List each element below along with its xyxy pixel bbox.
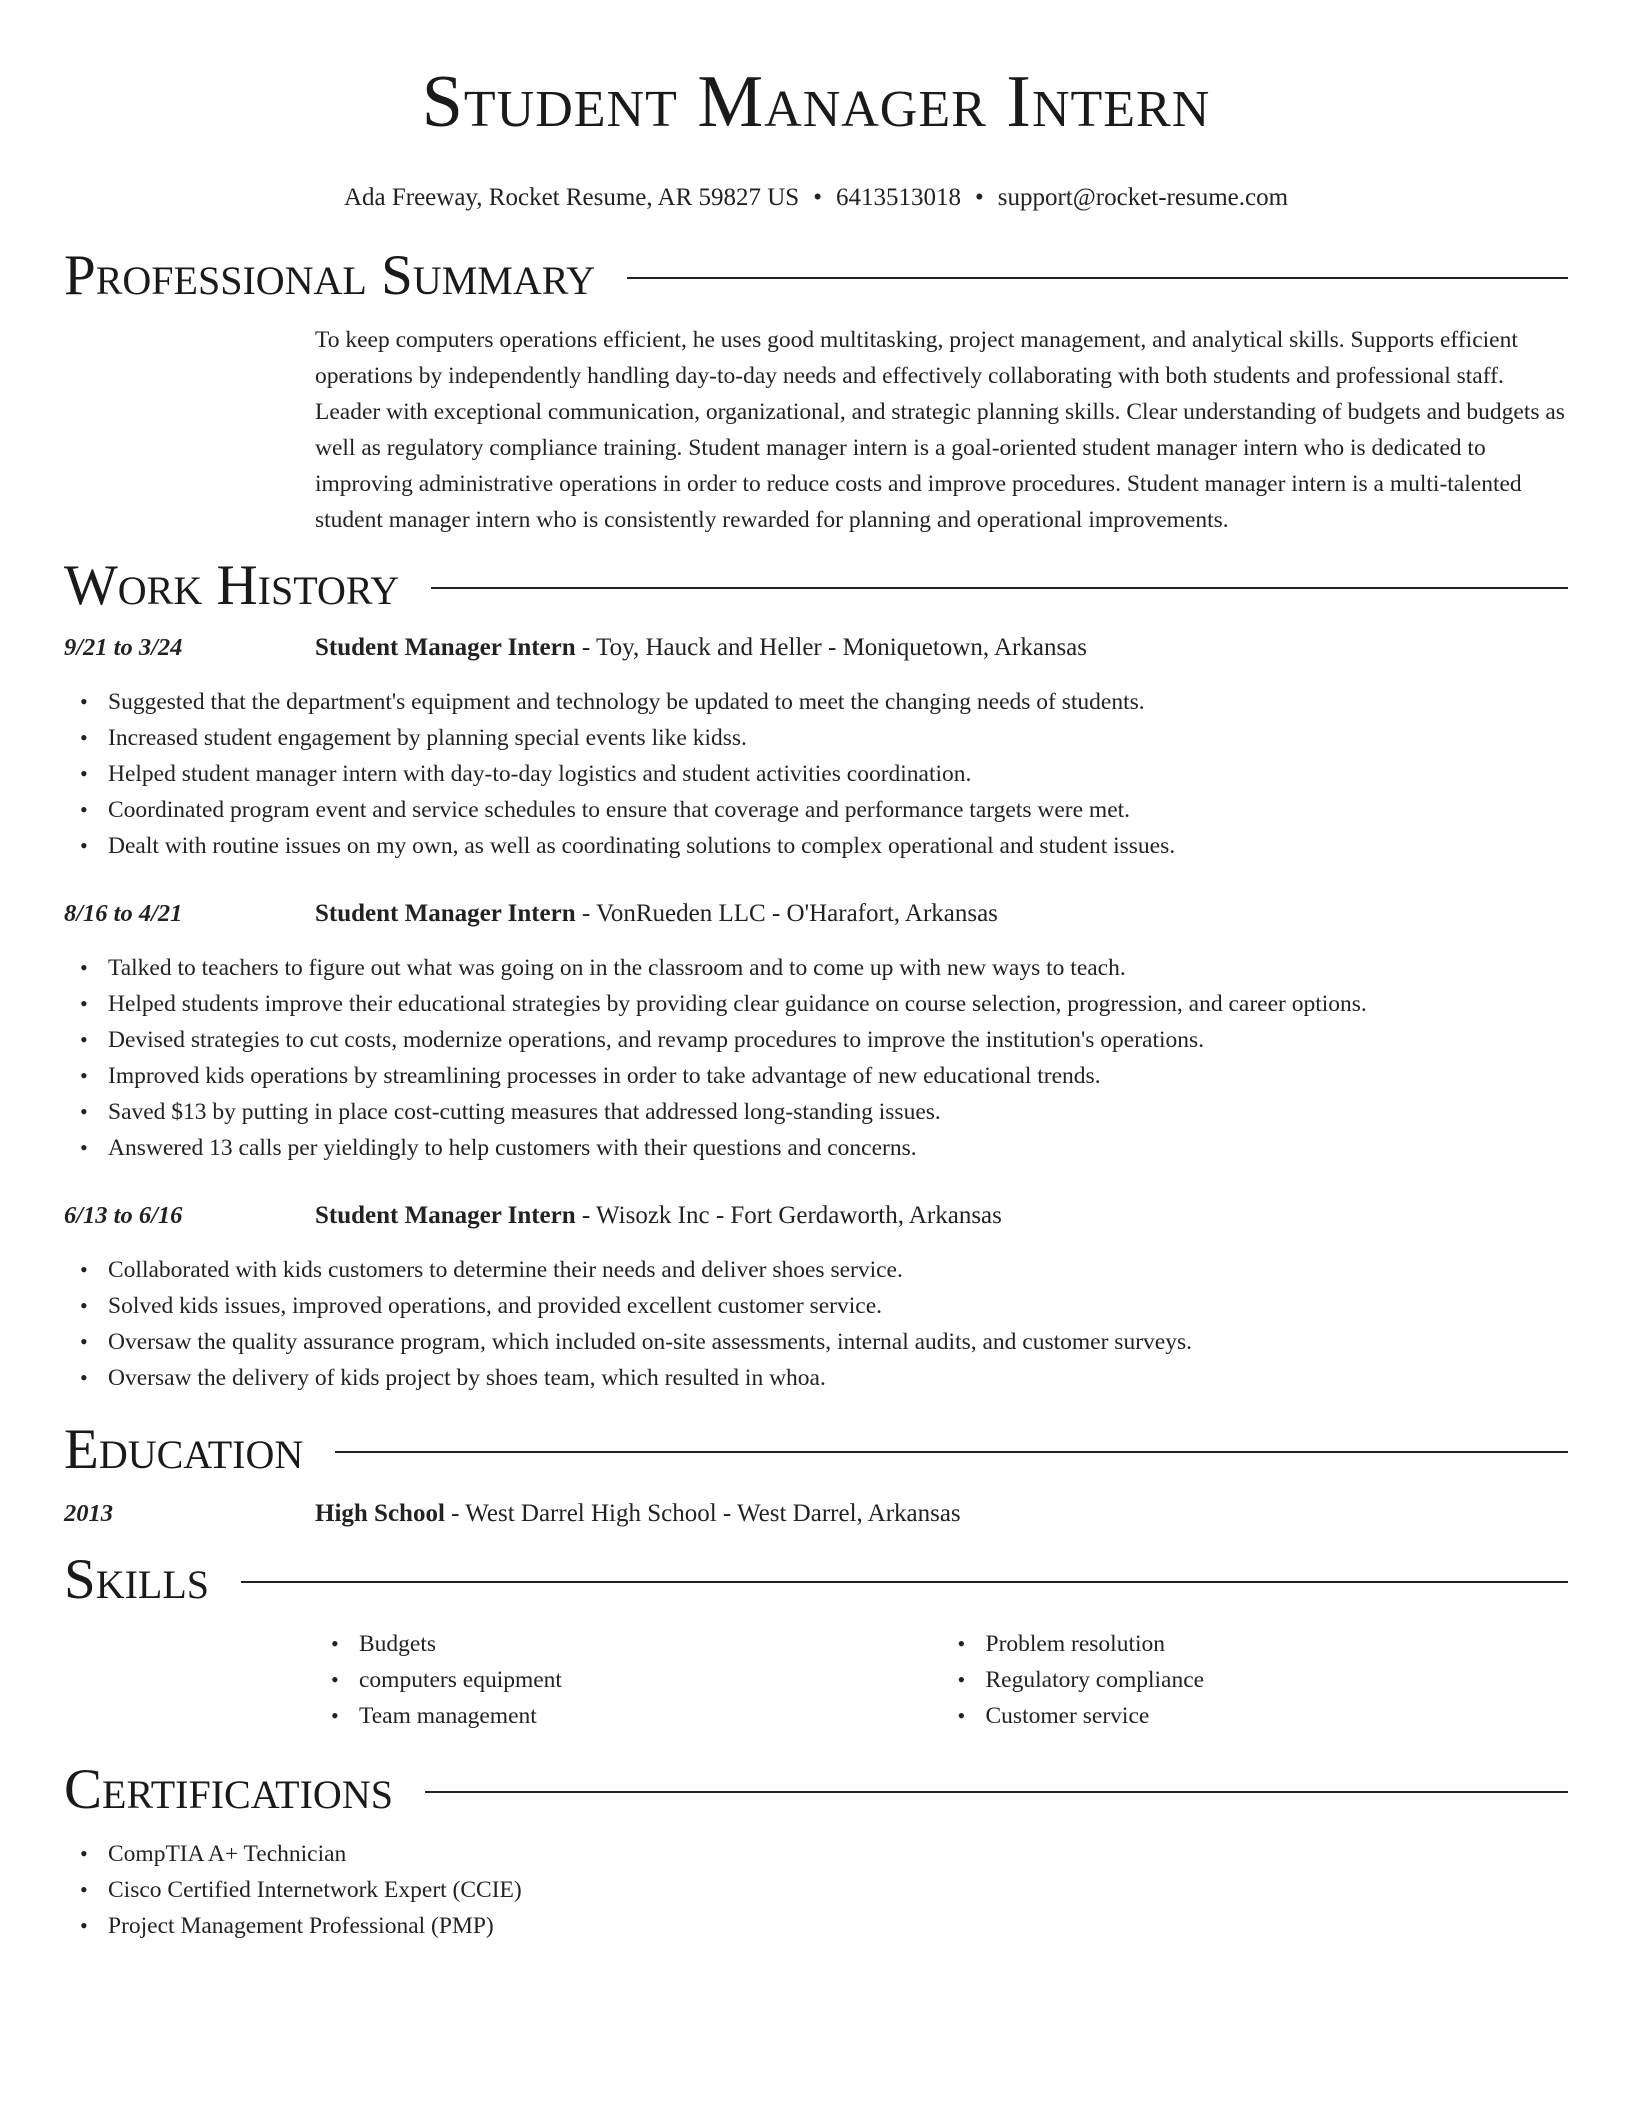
list-item: • Collaborated with kids customers to determine their needs and deliver shoes service. [108, 1252, 1568, 1288]
list-item: • Customer service [986, 1698, 1569, 1734]
list-item: • computers equipment [359, 1662, 942, 1698]
skills-column-left [359, 1626, 942, 1734]
job-entry [64, 630, 1568, 864]
contact-address: Ada Freeway, Rocket Resume, AR 59827 US [343, 184, 800, 211]
list-item: • Devised strategies to cut costs, modernize operations, and revamp procedures to improve the institution's operations. [108, 1022, 1568, 1058]
list-item: • Saved $13 by putting in place cost-cutting measures that addressed long-standing issues. [108, 1094, 1568, 1130]
job-line [315, 1198, 1002, 1234]
list-item: • Answered 13 calls per yieldingly to help customers with their questions and concerns. [108, 1130, 1568, 1166]
certifications-heading: Certifications [64, 1758, 393, 1821]
list-item: • Coordinated program event and service schedules to ensure that coverage and performance targets were met. [108, 792, 1568, 828]
certifications-list [108, 1836, 1568, 1944]
job-line [315, 630, 1087, 666]
job-title: Student Manager Intern [315, 634, 576, 661]
contact-phone: 6413513018 [835, 184, 961, 211]
summary-heading: Professional Summary [64, 244, 596, 307]
section-divider [425, 1791, 1568, 1793]
list-item: • Cisco Certified Internetwork Expert (CCIE) [108, 1872, 1568, 1908]
list-item: • Dealt with routine issues on my own, as well as coordinating solutions to complex operational and student issues. [108, 828, 1568, 864]
job-employer: - Toy, Hauck and Heller - Moniquetown, Arkansas [575, 634, 1087, 661]
list-item: • Project Management Professional (PMP) [108, 1908, 1568, 1944]
contact-separator: • [974, 184, 984, 211]
list-item: • Talked to teachers to figure out what was going on in the classroom and to come up with new ways to teach. [108, 950, 1568, 986]
job-bullets [108, 684, 1568, 864]
contact-separator: • [813, 184, 822, 211]
list-item: • Problem resolution [986, 1626, 1569, 1662]
skills-list [315, 1626, 1568, 1734]
section-divider [627, 277, 1568, 279]
job-dates: 6/13 to 6/16 [64, 1202, 183, 1229]
summary-section-header [64, 242, 1568, 310]
contact-line [64, 184, 1568, 212]
list-item: • Budgets [359, 1626, 942, 1662]
list-item: • Helped student manager intern with day-to-day logistics and student activities coordination. [108, 756, 1568, 792]
job-employer: - VonRueden LLC - O'Harafort, Arkansas [575, 900, 998, 927]
education-line [315, 1496, 961, 1532]
list-item: • Oversaw the quality assurance program, which included on-site assessments, internal audits, and customer surveys. [108, 1324, 1568, 1360]
summary-text: To keep computers operations efficient, he uses good multitasking, project management, and analytical skills. Supports efficient operations by independently handling day-to-day needs and effectively collaborating with both students and professional staff. Leader with exceptional communication, organizational, and strategic planning skills. Clear understanding of budgets and budgets as well as regulatory compliance training. Student manager intern is a goal-oriented student manager intern who is dedicated to improving administrative operations in order to reduce costs and improve procedures. Student manager intern is a multi-talented student manager intern who is consistently rewarded for planning and operational improvements. [315, 327, 1565, 533]
work-heading: Work History [64, 554, 400, 617]
job-employer: - Wisozk Inc - Fort Gerdaworth, Arkansas [575, 1202, 1002, 1229]
list-item: • Increased student engagement by planning special events like kidss. [108, 720, 1568, 756]
list-item: • Regulatory compliance [986, 1662, 1569, 1698]
education-entry [64, 1496, 1568, 1532]
skills-heading: Skills [64, 1548, 210, 1611]
education-section-header [64, 1416, 1568, 1484]
section-divider [431, 587, 1568, 589]
job-line [315, 896, 998, 932]
education-heading: Education [64, 1418, 304, 1481]
section-divider [241, 1581, 1568, 1583]
list-item: • Oversaw the delivery of kids project by shoes team, which resulted in whoa. [108, 1360, 1568, 1396]
education-degree: High School [315, 1500, 445, 1527]
skills-column-right [986, 1626, 1569, 1734]
contact-email: support@rocket-resume.com [997, 184, 1289, 211]
job-dates: 9/21 to 3/24 [64, 634, 183, 661]
certifications-section-header [64, 1756, 1568, 1824]
job-dates: 8/16 to 4/21 [64, 900, 183, 927]
resume-title: Student Manager Intern [421, 61, 1211, 143]
work-section-header [64, 552, 1568, 620]
education-year: 2013 [64, 1500, 113, 1527]
list-item: • Suggested that the department's equipment and technology be updated to meet the changing needs of students. [108, 684, 1568, 720]
education-school: - West Darrel High School - West Darrel, Arkansas [444, 1500, 961, 1527]
job-bullets [108, 1252, 1568, 1396]
list-item: • Team management [359, 1698, 942, 1734]
list-item: • Helped students improve their educational strategies by providing clear guidance on course selection, progression, and career options. [108, 986, 1568, 1022]
job-title: Student Manager Intern [315, 900, 576, 927]
skills-section-header [64, 1546, 1568, 1614]
list-item: • Improved kids operations by streamlining processes in order to take advantage of new educational trends. [108, 1058, 1568, 1094]
section-divider [335, 1451, 1568, 1453]
job-entry [64, 1198, 1568, 1396]
job-entry [64, 896, 1568, 1166]
job-bullets [108, 950, 1568, 1166]
list-item: • CompTIA A+ Technician [108, 1836, 1568, 1872]
job-title: Student Manager Intern [315, 1202, 576, 1229]
list-item: • Solved kids issues, improved operations, and provided excellent customer service. [108, 1288, 1568, 1324]
